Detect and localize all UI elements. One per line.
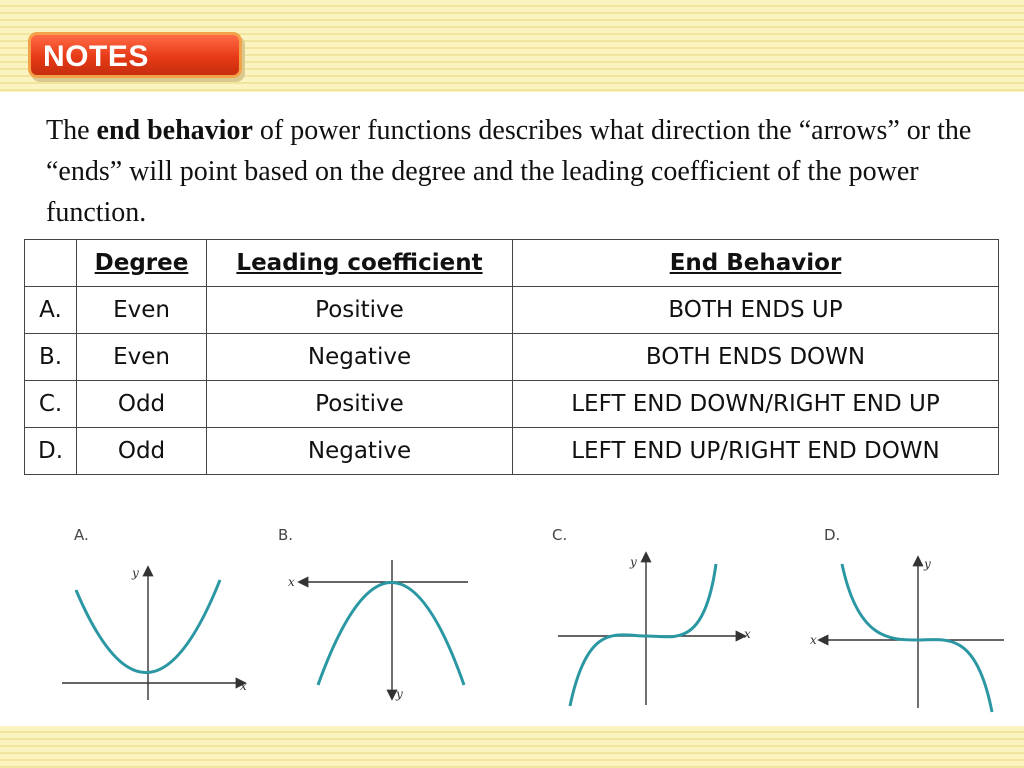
graph-c <box>548 520 768 715</box>
header-cell-end-behavior: End Behavior <box>513 240 999 287</box>
row-letter: B. <box>25 334 77 381</box>
graph-c-label: C. <box>552 526 568 544</box>
intro-text-1: The <box>46 115 97 146</box>
x-axis-label: x <box>810 633 817 647</box>
end-behavior-cell: LEFT END DOWN/RIGHT END UP <box>513 381 999 428</box>
table-row <box>25 381 999 428</box>
notes-tab-label: NOTES <box>43 40 149 73</box>
header-cell-degree: Degree <box>77 240 207 287</box>
degree-cell: Odd <box>77 381 207 428</box>
graph-a <box>62 520 262 715</box>
table-row <box>25 428 999 475</box>
y-axis-label: y <box>132 566 139 580</box>
intro-paragraph <box>46 110 986 233</box>
x-axis-label: x <box>240 679 247 693</box>
graph-d-label: D. <box>824 526 841 544</box>
curve <box>842 564 992 712</box>
curve <box>318 583 464 686</box>
table-row <box>25 334 999 381</box>
header-cell-leading-coefficient: Leading coefficient <box>207 240 513 287</box>
header-cell-blank <box>25 240 77 287</box>
end-behavior-cell: BOTH ENDS DOWN <box>513 334 999 381</box>
graph-b <box>268 520 478 715</box>
intro-text-2: of power functions describes what direction the “arrows” or the “ends” will point based on the degree and the leading coefficient of the power function. <box>46 115 972 228</box>
end-behavior-table <box>24 239 999 475</box>
intro-bold-term: end behavior <box>96 115 253 146</box>
degree-cell: Odd <box>77 428 207 475</box>
row-letter: A. <box>25 287 77 334</box>
x-axis-label: x <box>744 627 751 641</box>
graph-b-label: B. <box>278 526 294 544</box>
leading-coefficient-cell: Negative <box>207 428 513 475</box>
x-axis-label: x <box>288 575 295 589</box>
leading-coefficient-cell: Positive <box>207 381 513 428</box>
row-letter: D. <box>25 428 77 475</box>
end-behavior-cell: LEFT END UP/RIGHT END DOWN <box>513 428 999 475</box>
degree-cell: Even <box>77 334 207 381</box>
footer-band <box>0 726 1024 768</box>
end-behavior-cell: BOTH ENDS UP <box>513 287 999 334</box>
y-axis-label: y <box>396 687 403 701</box>
graph-d <box>806 520 1016 715</box>
notes-tab <box>28 32 242 78</box>
leading-coefficient-cell: Positive <box>207 287 513 334</box>
y-axis-label: y <box>630 555 637 569</box>
degree-cell: Even <box>77 287 207 334</box>
row-letter: C. <box>25 381 77 428</box>
curve <box>570 564 716 706</box>
graph-a-label: A. <box>74 526 89 544</box>
table-header-row <box>25 240 999 287</box>
table-row <box>25 287 999 334</box>
leading-coefficient-cell: Negative <box>207 334 513 381</box>
y-axis-label: y <box>924 557 931 571</box>
